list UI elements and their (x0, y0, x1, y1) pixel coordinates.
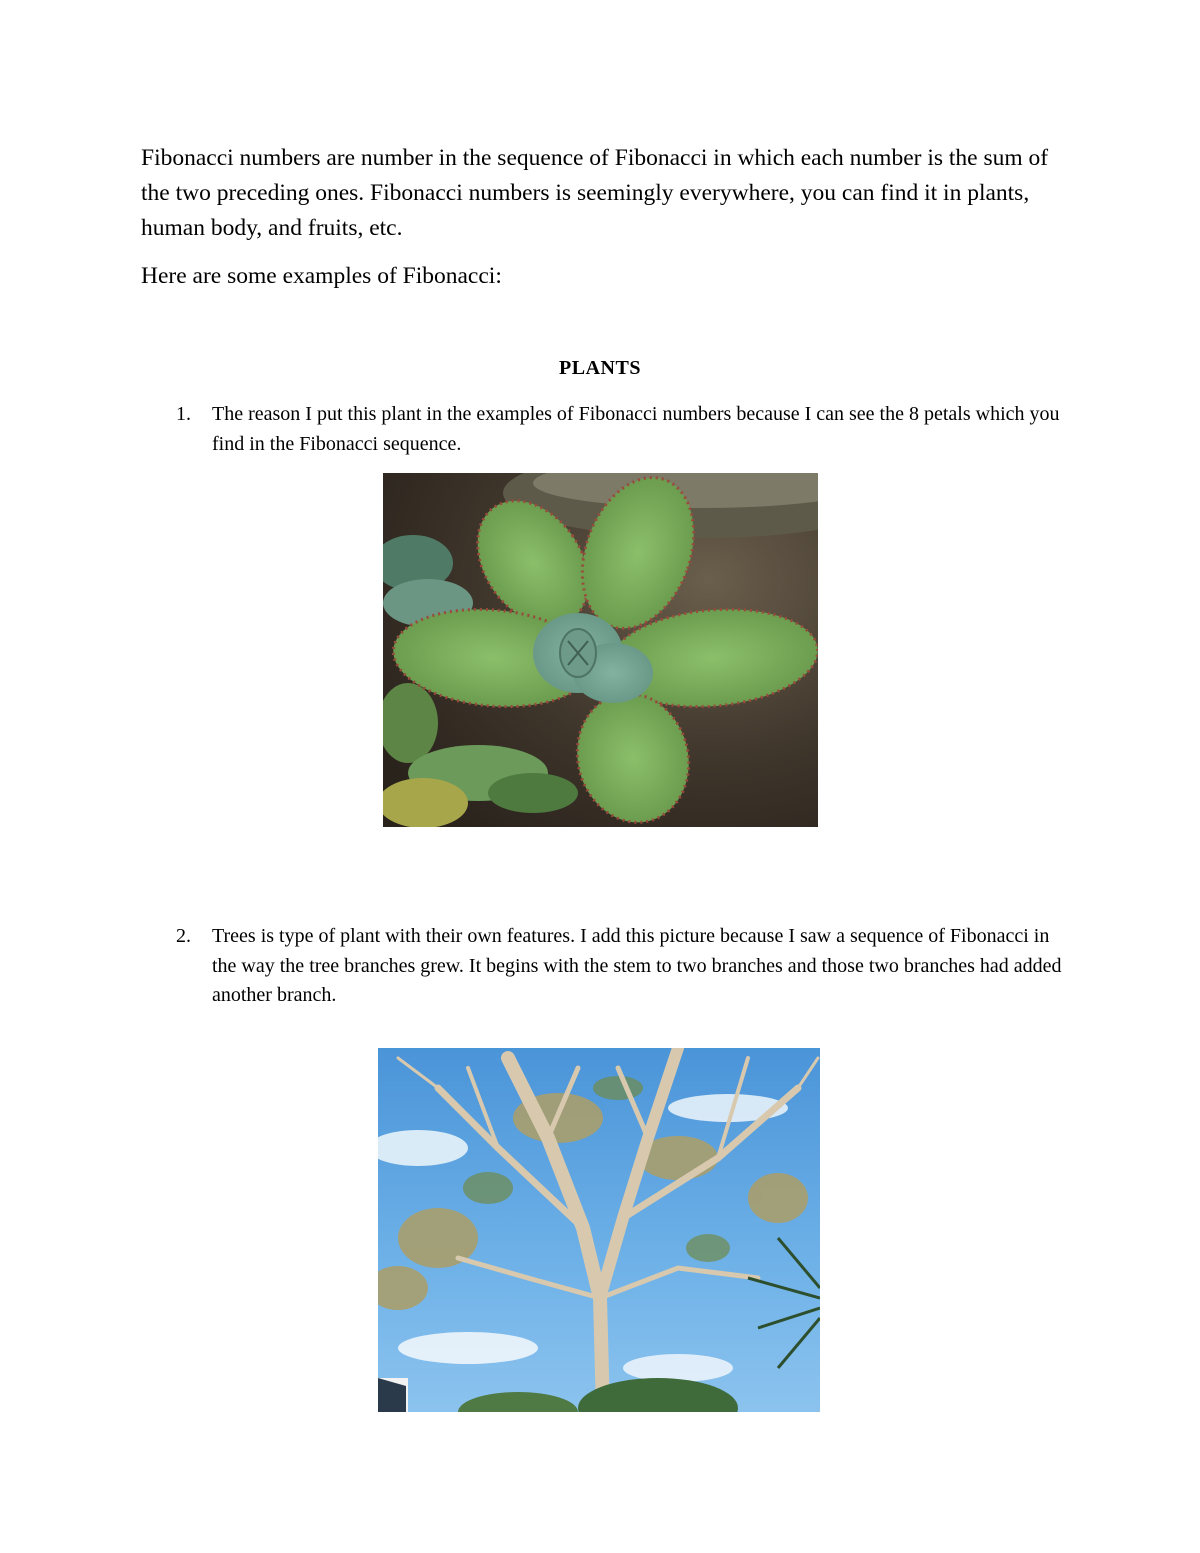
list-item-number: 1. (176, 403, 191, 425)
succulent-plant-photo (383, 473, 818, 827)
list-item-text: The reason I put this plant in the examples of Fibonacci numbers because I can see the 8 petals which you find in the Fibonacci sequence. (212, 403, 1060, 455)
intro-paragraph: Fibonacci numbers are number in the sequence of Fibonacci in which each number is the sum of the two preceding ones. Fibonacci numbers is seemingly everywhere, you can find it in plants, human body, and fruits, etc. (141, 145, 1049, 241)
tree-branches-photo (378, 1048, 820, 1412)
examples-lead: Here are some examples of Fibonacci: (141, 263, 502, 289)
list-item (176, 400, 1066, 459)
list-item-text: Trees is type of plant with their own features. I add this picture because I saw a sequence of Fibonacci in the way the tree branches grew. It begins with the stem to two branches and those two branches had added another branch. (212, 925, 1062, 1006)
section-title-plants: PLANTS (559, 357, 641, 379)
list-item-number: 2. (176, 925, 191, 947)
list-item (176, 922, 1066, 1011)
